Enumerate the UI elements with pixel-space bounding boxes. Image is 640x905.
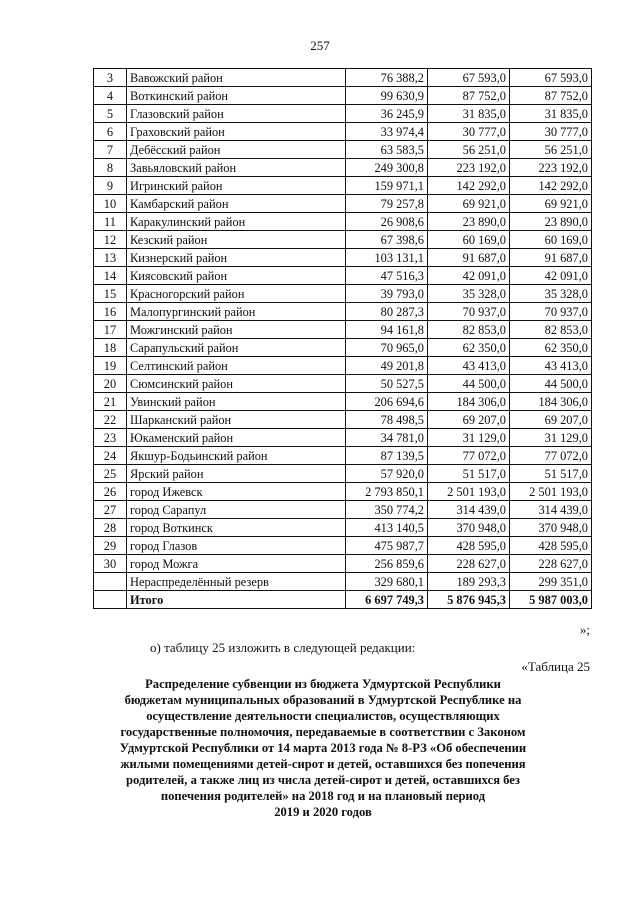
- heading-line: родителей, а также лиц из числа детей-сирот и детей, оставшихся без: [126, 773, 520, 787]
- district-name: Ярский район: [127, 465, 346, 483]
- row-number: 4: [94, 87, 127, 105]
- amount-2019: 69 207,0: [428, 411, 510, 429]
- amount-2018: 67 398,6: [346, 231, 428, 249]
- table-row: [94, 537, 592, 555]
- amount-2019: 62 350,0: [428, 339, 510, 357]
- row-number: 30: [94, 555, 127, 573]
- amount-2020: 31 835,0: [510, 105, 592, 123]
- amount-2019: 43 413,0: [428, 357, 510, 375]
- amount-2020: 30 777,0: [510, 123, 592, 141]
- row-number: 13: [94, 249, 127, 267]
- amount-2019: 67 593,0: [428, 69, 510, 87]
- amount-2018: 2 793 850,1: [346, 483, 428, 501]
- amount-2020: 428 595,0: [510, 537, 592, 555]
- amount-2020: 69 921,0: [510, 195, 592, 213]
- table-row: [94, 429, 592, 447]
- table-heading: [70, 676, 576, 820]
- amount-2019: 142 292,0: [428, 177, 510, 195]
- table-row: [94, 267, 592, 285]
- table-row: [94, 393, 592, 411]
- table-row: [94, 249, 592, 267]
- amount-2019: 314 439,0: [428, 501, 510, 519]
- amount-2018: 80 287,3: [346, 303, 428, 321]
- row-number: 25: [94, 465, 127, 483]
- district-name: Глазовский район: [127, 105, 346, 123]
- row-number: 11: [94, 213, 127, 231]
- row-number: 6: [94, 123, 127, 141]
- row-number: 7: [94, 141, 127, 159]
- amount-2019: 428 595,0: [428, 537, 510, 555]
- amount-2018: 103 131,1: [346, 249, 428, 267]
- row-number: 9: [94, 177, 127, 195]
- table-row: [94, 159, 592, 177]
- heading-line: бюджетам муниципальных образований в Удмуртской Республике на: [124, 693, 522, 707]
- table-row: [94, 321, 592, 339]
- row-number: 27: [94, 501, 127, 519]
- amount-2020: 69 207,0: [510, 411, 592, 429]
- amount-2019: 42 091,0: [428, 267, 510, 285]
- total-number-cell: [94, 591, 127, 609]
- table-body: [94, 69, 592, 609]
- amount-2020: 70 937,0: [510, 303, 592, 321]
- amount-2019: 223 192,0: [428, 159, 510, 177]
- row-number: 28: [94, 519, 127, 537]
- heading-line: Удмуртской Республики от 14 марта 2013 года № 8-РЗ «Об обеспечении: [119, 741, 527, 755]
- amount-2019: 87 752,0: [428, 87, 510, 105]
- amount-2018: 79 257,8: [346, 195, 428, 213]
- row-number: 3: [94, 69, 127, 87]
- amount-2019: 91 687,0: [428, 249, 510, 267]
- table-row: [94, 447, 592, 465]
- table-row: [94, 141, 592, 159]
- amount-2019: 189 293,3: [428, 573, 510, 591]
- row-number: 26: [94, 483, 127, 501]
- row-number: 15: [94, 285, 127, 303]
- row-number: 22: [94, 411, 127, 429]
- district-name: Нераспределённый резерв: [127, 573, 346, 591]
- amount-2019: 44 500,0: [428, 375, 510, 393]
- amount-2018: 256 859,6: [346, 555, 428, 573]
- district-name: Киясовский район: [127, 267, 346, 285]
- row-number: 18: [94, 339, 127, 357]
- amount-2018: 475 987,7: [346, 537, 428, 555]
- amount-2020: 23 890,0: [510, 213, 592, 231]
- row-number: [94, 573, 127, 591]
- district-name: Селтинский район: [127, 357, 346, 375]
- total-2018: 6 697 749,3: [346, 591, 428, 609]
- heading-line: жилыми помещениями детей-сирот и детей, оставшихся без попечения: [120, 757, 526, 771]
- amount-2018: 57 920,0: [346, 465, 428, 483]
- amount-2018: 26 908,6: [346, 213, 428, 231]
- amount-2019: 228 627,0: [428, 555, 510, 573]
- amount-2019: 69 921,0: [428, 195, 510, 213]
- district-name: Игринский район: [127, 177, 346, 195]
- table-row: [94, 213, 592, 231]
- district-name: Шарканский район: [127, 411, 346, 429]
- amount-2018: 249 300,8: [346, 159, 428, 177]
- district-name: Юкаменский район: [127, 429, 346, 447]
- amount-2020: 35 328,0: [510, 285, 592, 303]
- amount-2018: 159 971,1: [346, 177, 428, 195]
- subvention-table: [93, 68, 592, 609]
- heading-line: осуществление деятельности специалистов, осуществляющих: [146, 709, 500, 723]
- table-row: [94, 69, 592, 87]
- amount-2020: 184 306,0: [510, 393, 592, 411]
- amount-2019: 23 890,0: [428, 213, 510, 231]
- amendment-instruction: о) таблицу 25 изложить в следующей редакции:: [150, 640, 416, 655]
- amount-2019: 30 777,0: [428, 123, 510, 141]
- table-row: [94, 357, 592, 375]
- heading-line: Распределение субвенции из бюджета Удмуртской Республики: [145, 677, 501, 691]
- table-caption: «Таблица 25: [521, 659, 590, 674]
- amount-2020: 370 948,0: [510, 519, 592, 537]
- table-row: [94, 87, 592, 105]
- heading-line: 2019 и 2020 годов: [274, 805, 372, 819]
- table-row: [94, 519, 592, 537]
- district-name: Граховский район: [127, 123, 346, 141]
- amount-2018: 47 516,3: [346, 267, 428, 285]
- amount-2018: 329 680,1: [346, 573, 428, 591]
- amount-2018: 87 139,5: [346, 447, 428, 465]
- amount-2018: 413 140,5: [346, 519, 428, 537]
- table-row: [94, 573, 592, 591]
- table-row: [94, 105, 592, 123]
- district-name: Завьяловский район: [127, 159, 346, 177]
- amount-2020: 43 413,0: [510, 357, 592, 375]
- table-row: [94, 555, 592, 573]
- row-number: 14: [94, 267, 127, 285]
- amount-2020: 51 517,0: [510, 465, 592, 483]
- amount-2020: 62 350,0: [510, 339, 592, 357]
- amount-2019: 35 328,0: [428, 285, 510, 303]
- row-number: 16: [94, 303, 127, 321]
- row-number: 19: [94, 357, 127, 375]
- district-name: город Воткинск: [127, 519, 346, 537]
- row-number: 20: [94, 375, 127, 393]
- table-row: [94, 339, 592, 357]
- district-name: Сюмсинский район: [127, 375, 346, 393]
- amount-2018: 94 161,8: [346, 321, 428, 339]
- amount-2020: 56 251,0: [510, 141, 592, 159]
- amount-2019: 2 501 193,0: [428, 483, 510, 501]
- row-number: 29: [94, 537, 127, 555]
- amount-2018: 76 388,2: [346, 69, 428, 87]
- amount-2019: 82 853,0: [428, 321, 510, 339]
- row-number: 17: [94, 321, 127, 339]
- heading-line: государственные полномочия, передаваемые в соответствии с Законом: [120, 725, 526, 739]
- amount-2018: 39 793,0: [346, 285, 428, 303]
- table-row: [94, 195, 592, 213]
- amount-2020: 31 129,0: [510, 429, 592, 447]
- amount-2019: 31 835,0: [428, 105, 510, 123]
- amount-2019: 77 072,0: [428, 447, 510, 465]
- amount-2020: 142 292,0: [510, 177, 592, 195]
- amount-2020: 223 192,0: [510, 159, 592, 177]
- amount-2018: 50 527,5: [346, 375, 428, 393]
- row-number: 5: [94, 105, 127, 123]
- amount-2020: 42 091,0: [510, 267, 592, 285]
- amount-2020: 299 351,0: [510, 573, 592, 591]
- amount-2019: 184 306,0: [428, 393, 510, 411]
- amount-2019: 51 517,0: [428, 465, 510, 483]
- amount-2020: 2 501 193,0: [510, 483, 592, 501]
- amount-2018: 99 630,9: [346, 87, 428, 105]
- amount-2020: 228 627,0: [510, 555, 592, 573]
- amount-2018: 33 974,4: [346, 123, 428, 141]
- district-name: Красногорский район: [127, 285, 346, 303]
- district-name: Кизнерский район: [127, 249, 346, 267]
- amount-2020: 87 752,0: [510, 87, 592, 105]
- amount-2018: 63 583,5: [346, 141, 428, 159]
- district-name: город Глазов: [127, 537, 346, 555]
- district-name: Вавожский район: [127, 69, 346, 87]
- row-number: 21: [94, 393, 127, 411]
- amount-2019: 60 169,0: [428, 231, 510, 249]
- table-row: [94, 285, 592, 303]
- district-name: Дебёсский район: [127, 141, 346, 159]
- closing-quote: »;: [579, 622, 590, 637]
- amount-2020: 82 853,0: [510, 321, 592, 339]
- amount-2019: 31 129,0: [428, 429, 510, 447]
- total-label: Итого: [127, 591, 346, 609]
- table-row: [94, 231, 592, 249]
- amount-2020: 77 072,0: [510, 447, 592, 465]
- table-row: [94, 177, 592, 195]
- table-row: [94, 483, 592, 501]
- row-number: 12: [94, 231, 127, 249]
- table-row: [94, 411, 592, 429]
- amount-2020: 44 500,0: [510, 375, 592, 393]
- table-row: [94, 501, 592, 519]
- total-row: [94, 591, 592, 609]
- amount-2019: 56 251,0: [428, 141, 510, 159]
- amount-2020: 314 439,0: [510, 501, 592, 519]
- amount-2020: 60 169,0: [510, 231, 592, 249]
- amount-2018: 34 781,0: [346, 429, 428, 447]
- row-number: 24: [94, 447, 127, 465]
- heading-line: попечения родителей» на 2018 год и на плановый период: [160, 789, 486, 803]
- amount-2018: 350 774,2: [346, 501, 428, 519]
- amount-2018: 36 245,9: [346, 105, 428, 123]
- total-2019: 5 876 945,3: [428, 591, 510, 609]
- district-name: город Ижевск: [127, 483, 346, 501]
- table-row: [94, 303, 592, 321]
- row-number: 10: [94, 195, 127, 213]
- amount-2018: 78 498,5: [346, 411, 428, 429]
- row-number: 8: [94, 159, 127, 177]
- amount-2018: 206 694,6: [346, 393, 428, 411]
- table-row: [94, 375, 592, 393]
- amount-2018: 49 201,8: [346, 357, 428, 375]
- amount-2020: 67 593,0: [510, 69, 592, 87]
- district-name: Камбарский район: [127, 195, 346, 213]
- page-number: 257: [310, 38, 330, 53]
- amount-2018: 70 965,0: [346, 339, 428, 357]
- district-name: Сарапульский район: [127, 339, 346, 357]
- total-2020: 5 987 003,0: [510, 591, 592, 609]
- district-name: Увинский район: [127, 393, 346, 411]
- district-name: Воткинский район: [127, 87, 346, 105]
- table-row: [94, 465, 592, 483]
- district-name: Малопургинский район: [127, 303, 346, 321]
- district-name: Каракулинский район: [127, 213, 346, 231]
- district-name: город Можга: [127, 555, 346, 573]
- amount-2020: 91 687,0: [510, 249, 592, 267]
- district-name: Кезский район: [127, 231, 346, 249]
- table-row: [94, 123, 592, 141]
- row-number: 23: [94, 429, 127, 447]
- district-name: город Сарапул: [127, 501, 346, 519]
- amount-2019: 370 948,0: [428, 519, 510, 537]
- amount-2019: 70 937,0: [428, 303, 510, 321]
- district-name: Якшур-Бодьинский район: [127, 447, 346, 465]
- district-name: Можгинский район: [127, 321, 346, 339]
